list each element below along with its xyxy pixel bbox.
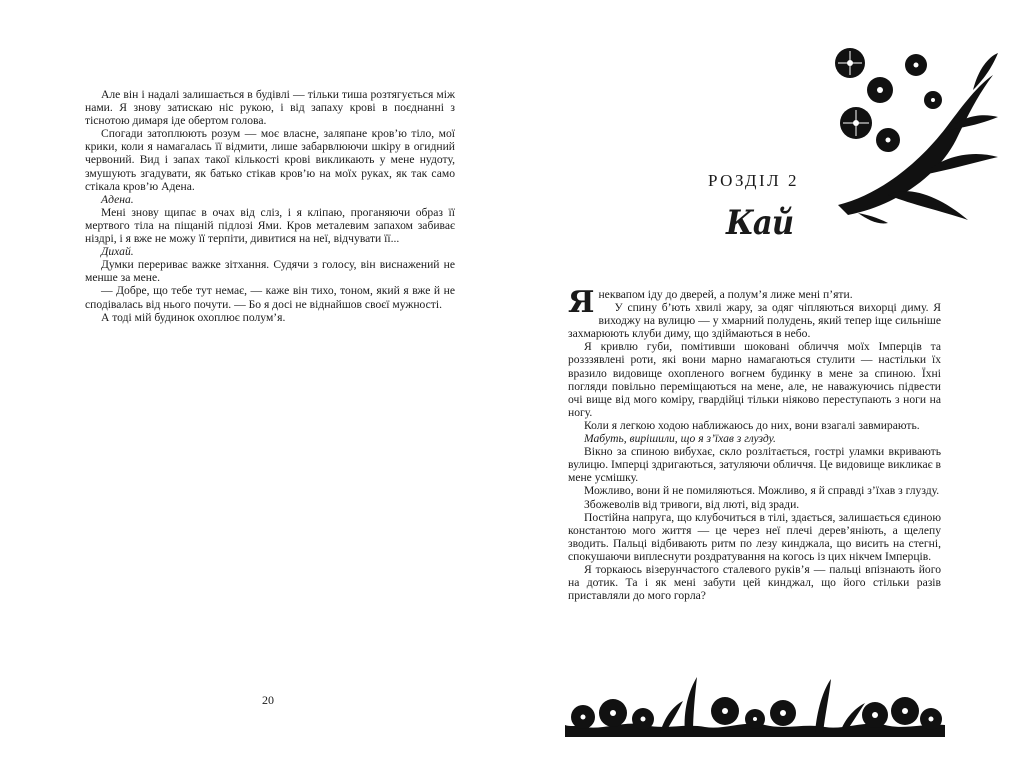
paragraph: Мабуть, вирішили, що я з’їхав з глузду. [584,432,776,446]
right-page-text [568,285,941,603]
forget-me-not-branch-icon [828,45,1000,230]
paragraph: Збожеволів від тривоги, від люті, від зради. [584,497,800,511]
paragraph: Але він і надалі залишається в будівлі — тільки тиша розтягується між нами. Я знову затискаю ніс рукою, і від запаху крові в поєднанні з тіснотою димаря іде обертом голова. [85,88,455,128]
paragraph: Я торкаюсь візерунчастого сталевого руків’я — пальці впізнають його на дотик. Та і як мені забути цей кинджал, що його стільки разів приставляли до мого горла? [568,562,941,603]
first-paragraph [568,285,941,320]
paragraph: Коли я легкою ходою наближаюсь до них, вони взагалі завмирають. [584,418,920,432]
drop-cap: Я [568,285,595,320]
paragraph: Адена. [101,192,134,206]
page-number: 20 [262,693,274,707]
paragraph: Вікно за спиною вибухає, скло розлітається, гострі уламки вкривають вулицю. Імперці здригаються, затуляючи обличчя. Це видовище викликає в мене усмішку. [568,445,941,485]
paragraph: У спину б’ють хвилі жару, за одяг чіпляються вихорці диму. Я виходжу на вулицю — у хмарний полудень, який тепер іще сильніше захмарюють клуби диму, що здіймаються в небо. [568,301,941,341]
floral-border-icon [565,675,945,737]
paragraph: Я кривлю губи, помітивши шоковані обличчя моїх Імперців та розззявлені роти, які вони марно намагаються стулити — настільки їх вразило видовище охопленого вогнем будинку в мене за спиною. Їхні погляди повільно переміщаються на мене, але, не наважуючись підвести очі вище від мого коміру, гвардійці тільки ніяково переступають з ноги на ногу. [568,340,941,419]
first-paragraph-text: неквапом іду до дверей, а полум’я лиже мені п’яти. [598,288,853,301]
paragraph: — Добре, що тебе тут немає, — каже він тихо, тоном, який я вже й не сподівалась від нього почути. — Бо я досі не віднайшов своєї мужності. [85,284,455,311]
paragraph: А тоді мій будинок охоплює полум’я. [101,310,286,324]
paragraph: Дихай. [101,245,134,259]
paragraph: Спогади затоплюють розум — моє власне, заляпане кров’ю тіло, мої крики, коли я намагалась її відмити, лише забарвлюючи шкіру в огидний червоний. Вид і запах такої кількості крові викликають у мене нудоту, змушують згадувати, як батько стікав кров’ю на моїх руках, як так само стікала кров’ю Адена. [85,127,455,193]
paragraph: Можливо, вони й не помиляються. Можливо, я й справді з’їхав з глузду. [584,484,940,498]
chapter-label: РОЗДІЛ 2 [708,171,799,190]
left-page-text [85,88,455,324]
chapter-title: Кай [726,203,794,243]
paragraph: Постійна напруга, що клубочиться в тілі, здається, залишається єдиною константою мого життя — це через неї плечі дерев’яніють, а щелепу зводить. Пальці відбивають ритм по лезу кинджала, що висить на стегні, спокушаючи виплеснути роздратування на когось із цих нікчем Імперців. [568,510,941,563]
paragraph: Думки перериває важке зітхання. Судячи з голосу, він виснажений не менше за мене. [85,258,455,285]
paragraph: Мені знову щипає в очах від сліз, і я кліпаю, проганяючи образ її мертвого тіла на піщаній підлозі Ями. Кров металевим запахом забиває ніздрі, і я вже не можу її терпіти, дивитися на неї, відчувати її... [85,205,455,246]
